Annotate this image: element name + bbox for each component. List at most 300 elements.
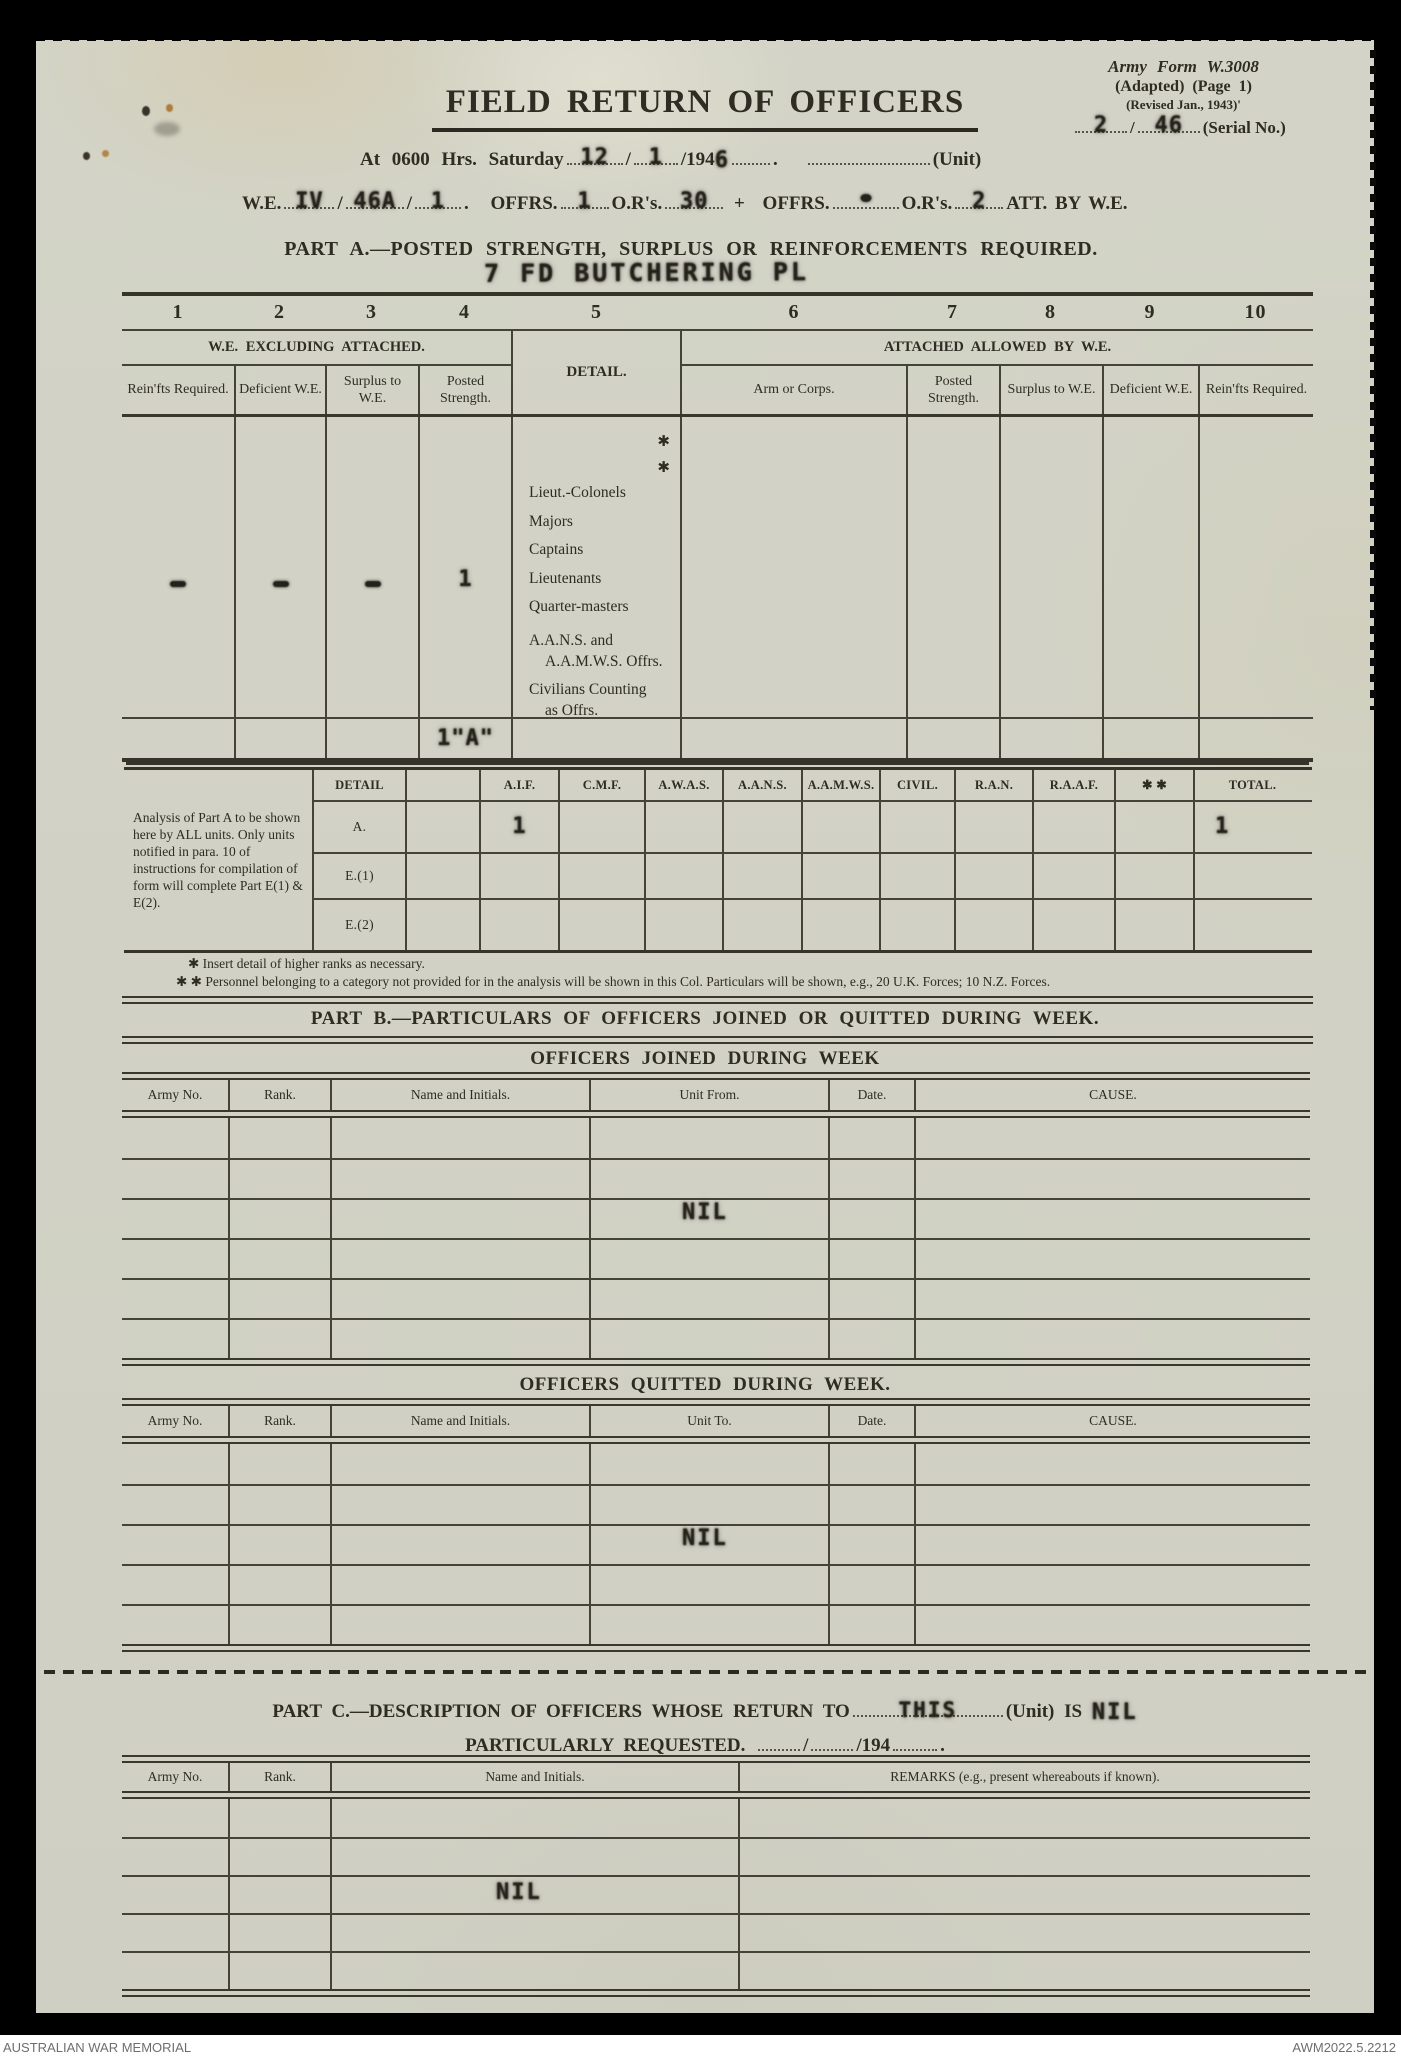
joined-header-row [122,1080,1310,1110]
col-header: Name and Initials. [330,1763,738,1791]
quitted-header-row [122,1406,1310,1436]
analysis-header: A.A.N.S. [722,770,801,800]
col-number: 3 [366,301,377,323]
table-row [122,1444,1310,1484]
cell [330,1486,589,1524]
cell-reinfts-required [122,417,234,720]
part-c-heading-pre: PART C.—DESCRIPTION OF OFFICERS WHOSE RETURN TO [272,1701,850,1722]
cell [1032,900,1114,950]
unit-name-stamp: 7 FD BUTCHERING PL [483,257,809,288]
table-rule [122,1989,1310,1997]
rank-item-line2: as Offrs. [545,701,599,719]
period: . [940,1735,945,1756]
we-blank-2 [346,189,404,214]
nil-stamp: NIL [682,1200,728,1225]
cell [589,1606,828,1644]
serial-slash: / [1130,118,1135,137]
cell [828,1444,914,1484]
cell [558,854,644,898]
cell [914,1486,1310,1524]
part-c-heading-line1 [36,1698,1374,1723]
cell [801,854,879,898]
total-cell [418,719,511,758]
date-slash: / [625,149,631,170]
cell [228,1839,330,1875]
cell [228,1526,330,1564]
ranks-list [513,417,680,720]
cell [122,1566,228,1604]
officers-quitted-table [122,1398,1310,1652]
cell [330,1444,589,1484]
cell [330,1953,738,1989]
joined-title: OFFICERS JOINED DURING WEEK [530,1048,880,1069]
section-rule [122,1036,1313,1044]
cell [1193,900,1310,950]
dash-stamp [273,581,289,587]
we-stamp-2: 46A [353,189,397,214]
part-c-nil-stamp-wrap [496,1882,542,1904]
cell [122,1200,228,1238]
part-a-header-rows [122,331,1313,417]
col-header: Name and Initials. [330,1406,589,1436]
cell [122,1444,228,1484]
we-slash-2: / [406,193,412,214]
sub-header: Rein'fts Required. [1198,366,1313,414]
datetime-prefix: At 0600 Hrs. Saturday [360,149,564,170]
datetime-line [360,146,981,171]
cell [828,1526,914,1564]
analysis-row-e2 [314,900,1312,950]
part-a-table [122,292,1313,762]
part-c-table [122,1755,1310,1997]
cell [738,1877,1310,1913]
col-header: Name and Initials. [330,1080,589,1110]
cell-total [1193,802,1310,852]
part-a-total-row [122,719,1313,762]
cell [558,900,644,950]
row-label: E.(2) [345,917,374,932]
att-label: ATT. BY W.E. [1006,193,1128,214]
analysis-header-blank [405,770,479,800]
cell [122,1839,228,1875]
cell [228,1799,330,1837]
analysis-header-row [314,770,1312,802]
cell [228,1280,330,1318]
we-stamp-3: 1 [430,189,446,214]
part-a-body-row [122,417,1313,719]
row-label: A. [352,819,367,834]
cell [122,1915,228,1951]
cell-att-deficient-we [1102,417,1198,720]
cell-detail-ranks [511,417,682,720]
right-perforation-edge [1370,50,1376,710]
analysis-header: R.A.A.F. [1032,770,1114,800]
analysis-header: TOTAL. [1193,770,1310,800]
cell [644,854,722,898]
sub-header: Surplus to W.E. [325,366,418,414]
cell [589,1240,828,1278]
rank-item: Quarter-masters [529,598,629,615]
cell [914,1444,1310,1484]
offrs2-label: OFFRS. [762,193,830,214]
dash-stamp [365,581,381,587]
cell [954,802,1032,852]
cell [914,1118,1310,1158]
group-header-right: ATTACHED ALLOWED BY W.E. [682,331,1313,366]
cell [122,1280,228,1318]
cell [879,900,954,950]
nil-stamp: NIL [682,1526,728,1551]
unit-name-stamp-wrap [466,257,826,288]
title-row [36,84,1374,132]
table-row [122,1238,1310,1278]
cell [954,900,1032,950]
cell [589,1486,828,1524]
cell [1114,900,1193,950]
offrs-stamp: 1 [577,189,592,214]
col-number: 5 [591,301,602,323]
rank-item: Captains [529,541,584,558]
cell [644,900,722,950]
cell [330,1606,589,1644]
cell [479,900,558,950]
cell [228,1118,330,1158]
cell [330,1839,738,1875]
month-blank [634,145,678,170]
cell [914,1526,1310,1564]
part-b-heading: PART B.—PARTICULARS OF OFFICERS JOINED OR QUITTED DURING WEEK. [310,1008,1100,1029]
cell [228,1877,330,1913]
serial-stamp-1: 2 [1093,113,1109,138]
group-header-left: W.E. EXCLUDING ATTACHED. [122,331,511,366]
cell [828,1486,914,1524]
cell-att-posted-strength [906,417,999,720]
table-row [122,1875,1310,1913]
total-cell [906,719,999,758]
cell [914,1200,1310,1238]
part-a-heading: PART A.—POSTED STRENGTH, SURPLUS OR REINFORCEMENTS REQUIRED. [284,238,1098,260]
analysis-header: ✱ ✱ [1114,770,1193,800]
col-header: Army No. [147,1087,203,1102]
cell [122,1160,228,1198]
year-blank [893,1732,937,1751]
total-cell [1198,719,1313,758]
cell [828,1320,914,1358]
cell [330,1200,589,1238]
cell [122,1118,228,1158]
cell [330,1526,589,1564]
nil-heading-stamp: NIL [1091,1700,1138,1725]
part-c-heading-post: (Unit) IS [1005,1701,1083,1722]
table-rule [122,1755,1310,1763]
unit-label: (Unit) [932,149,982,170]
cell-arm-or-corps [682,417,906,720]
cell [228,1320,330,1358]
quitted-nil-stamp-wrap [682,1528,728,1550]
offrs-label: OFFRS. [490,193,558,214]
we-slash-1: / [337,193,343,214]
joined-nil-stamp-wrap [682,1202,728,1224]
sub-header: Rein'fts Required. [127,382,229,398]
cell [954,854,1032,898]
cell [330,1915,738,1951]
cell [828,1118,914,1158]
column-numbers-row [122,292,1313,331]
table-row [122,1278,1310,1318]
table-row [122,1837,1310,1875]
col-number: 6 [788,301,800,323]
col-header: Rank. [228,1406,330,1436]
form-number: Army Form W.3008 [1108,57,1259,76]
cell [228,1444,330,1484]
col-number: 8 [1045,301,1056,323]
cell [330,1799,738,1837]
cell [122,1320,228,1358]
cell [122,1526,228,1564]
table-row [122,1913,1310,1951]
total-stamp: 1 [1215,814,1230,839]
part-c-requested-label: PARTICULARLY REQUESTED. [465,1735,746,1756]
cell [801,900,879,950]
cell [828,1606,914,1644]
col-header: REMARKS (e.g., present whereabouts if known). [738,1763,1310,1791]
col-number: 7 [947,301,958,323]
total-cell [122,719,234,758]
total-cell [234,719,325,758]
total-cell [511,719,682,758]
month-stamp: 1 [648,145,664,170]
table-row [122,1318,1310,1358]
paper-hole [102,150,109,157]
day-blank [567,145,623,170]
cell [801,802,879,852]
cell [1193,854,1310,898]
total-cell [325,719,418,758]
table-row [122,1604,1310,1644]
cell [122,1953,228,1989]
analysis-header: A.A.M.W.S. [801,770,879,800]
ors-label: O.R's. [611,193,663,214]
sub-header: Arm or Corps. [753,382,835,398]
analysis-header: A.W.A.S. [644,770,722,800]
rank-item-line1: Civilians Counting [529,680,647,698]
rank-item: Majors [529,512,573,530]
top-perforation-edge [36,34,1374,41]
cell [828,1200,914,1238]
offrs2-dash-stamp [860,194,871,202]
cell [589,1566,828,1604]
col-header: CAUSE. [914,1406,1310,1436]
cell [330,1240,589,1278]
col-number: 9 [1144,301,1156,323]
cell [228,1160,330,1198]
cell [122,1799,228,1837]
detail-column-header: DETAIL. [511,331,682,414]
total-stamp: 1"A" [437,725,494,751]
we-blank-1 [284,189,334,214]
aif-stamp: 1 [512,814,527,839]
table-row [122,1118,1310,1158]
cell [479,854,558,898]
col-header: Rank. [228,1763,330,1791]
cell [589,1444,828,1484]
ors2-stamp: 2 [972,189,987,214]
day-stamp: 12 [580,145,609,170]
cell-att-surplus-we [999,417,1102,720]
sub-header: Posted Strength. [418,366,511,414]
cell-posted-strength [418,417,511,720]
cell [1032,802,1114,852]
cell [738,1953,1310,1989]
cell [228,1566,330,1604]
cell-att-reinfts-required [1198,417,1313,720]
ors2-blank [955,189,1003,214]
col-header: CAUSE. [914,1080,1310,1110]
sub-header: Deficient W.E. [234,366,325,414]
we-period: . [464,193,469,214]
table-rule [122,1358,1310,1366]
cell [738,1839,1310,1875]
archive-source-label: AUSTRALIAN WAR MEMORIAL [3,2040,192,2055]
col-number: 1 [172,301,184,323]
paper-hole [83,152,90,160]
cell [1114,802,1193,852]
cell [228,1953,330,1989]
cell [330,1320,589,1358]
cell [122,1486,228,1524]
col-number: 10 [1244,301,1267,323]
year-printed: /194 [856,1735,891,1756]
col-header: Army No. [147,1413,203,1428]
table-rule [122,1436,1310,1444]
posted-strength-stamp: 1 [458,567,473,592]
sub-header: Surplus to W.E. [999,366,1102,414]
unit-blank [808,146,930,165]
cell [722,854,801,898]
cell [914,1606,1310,1644]
cell-deficient-we [234,417,325,720]
ors-blank [665,189,723,214]
table-row [122,1158,1310,1198]
cell [879,854,954,898]
perforated-tear-line [44,1670,1366,1674]
cell [330,1566,589,1604]
cell [228,1200,330,1238]
analysis-table [124,767,1312,953]
row-label: E.(1) [345,868,374,883]
cell [914,1240,1310,1278]
cell [228,1606,330,1644]
table-rule [122,1072,1310,1080]
form-paper [36,40,1374,2013]
offrs-blank [561,189,609,214]
cell [228,1240,330,1278]
part-c-heading-line2 [36,1732,1374,1757]
we-blank-3 [415,189,461,214]
table-rule [122,1791,1310,1799]
table-rule [122,1398,1310,1406]
cell [122,1877,228,1913]
archive-footer-bar [0,2035,1401,2061]
cell [122,1240,228,1278]
cell [914,1566,1310,1604]
col-header: Rank. [228,1080,330,1110]
form-revision: (Revised Jan., 1943)' [1126,97,1241,113]
serial-stamp-2: 46 [1154,113,1183,138]
analysis-header: A.I.F. [479,770,558,800]
cell [914,1280,1310,1318]
rank-item-line2: A.A.M.W.S. Offrs. [545,652,663,670]
rank-item: Lieutenants [529,569,602,587]
cell [405,802,479,852]
col-header: Date. [828,1406,914,1436]
nil-stamp: NIL [496,1880,542,1905]
cell [589,1320,828,1358]
cell [879,802,954,852]
cell [828,1566,914,1604]
part-c-header-row [122,1763,1310,1791]
cell [738,1799,1310,1837]
cell [589,1118,828,1158]
month-blank [811,1732,853,1751]
col-header: Unit To. [589,1406,828,1436]
cell [738,1915,1310,1951]
col-header: Unit From. [589,1080,828,1110]
ors2-label: O.R's. [901,193,953,214]
we-stamp-1: IV [295,189,324,214]
analysis-row-e1 [314,854,1312,900]
analysis-header: CIVIL. [879,770,954,800]
this-stamp: THIS [898,1698,958,1722]
cell [330,1160,589,1198]
analysis-grid [314,770,1312,950]
page-title: FIELD RETURN OF OFFICERS [432,84,978,132]
section-rule [122,996,1313,1004]
sub-header: Deficient W.E. [1102,366,1198,414]
analysis-header: R.A.N. [954,770,1032,800]
slash: / [803,1735,809,1756]
cell [644,802,722,852]
asterisk: ✱ [657,460,670,476]
we-label: W.E. [242,193,282,214]
col-number: 4 [459,301,470,323]
asterisk-notes [657,429,670,481]
table-row [122,1799,1310,1837]
cell [589,1280,828,1318]
year-stamp: 6 [714,148,729,173]
total-cell [999,719,1102,758]
cell [1032,854,1114,898]
offrs2-blank [833,190,899,209]
cell-surplus-we [325,417,418,720]
table-rule [122,1644,1310,1652]
archive-reference-number: AWM2022.5.2212 [1292,2040,1396,2055]
year-printed: /194 [680,149,715,170]
cell [828,1160,914,1198]
cell [722,802,801,852]
table-row [122,1564,1310,1604]
analysis-header: DETAIL [335,777,384,792]
cell [228,1486,330,1524]
footnote-1: ✱ Insert detail of higher ranks as necessary. [188,956,425,971]
cell [914,1160,1310,1198]
plus-sign: + [733,193,745,214]
date-trailer-blank [732,146,770,165]
rank-item: Lieut.-Colonels [529,484,626,501]
table-rule [122,1110,1310,1118]
cell [228,1915,330,1951]
date-period: . [772,149,778,170]
